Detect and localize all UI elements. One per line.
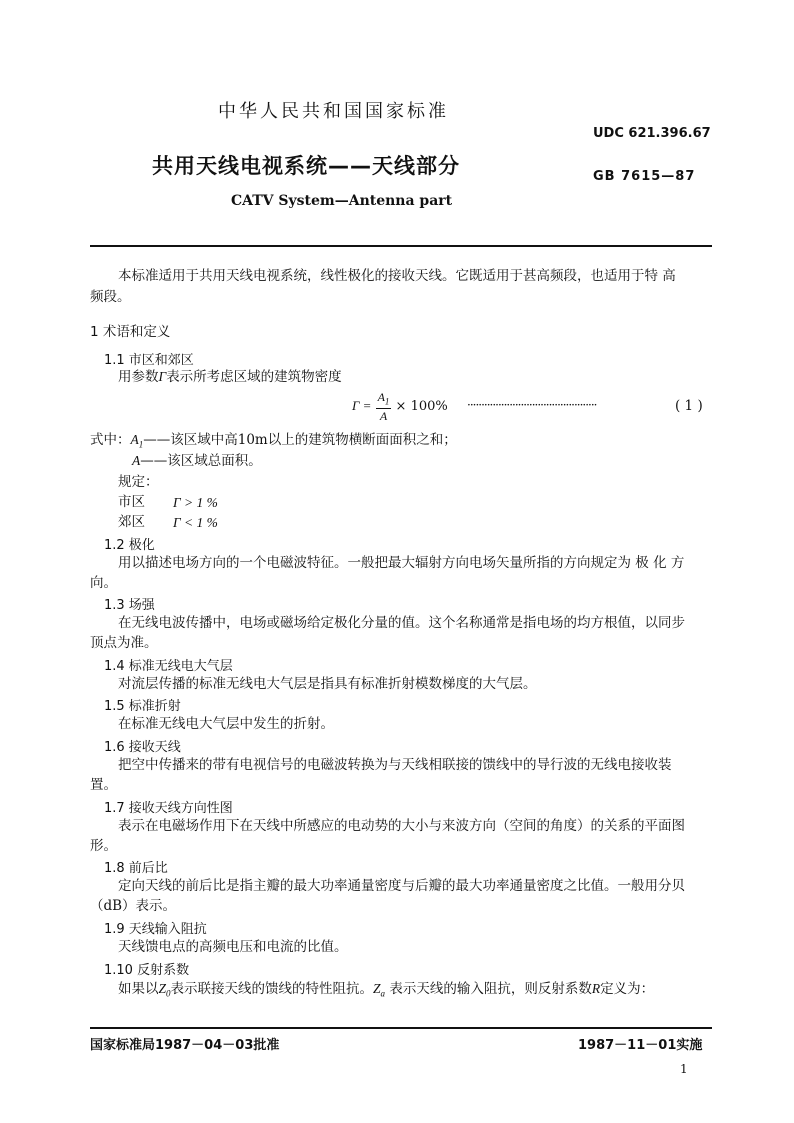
where-description: ——该区域中高10m以上的建筑物横断面面积之和；: [143, 432, 457, 448]
section-1-3-line-1: 在无线电波传播中，电场或磁场给定极化分量的值。这个名称通常是指电场的均方根值，以同步: [118, 615, 685, 631]
section-1-4-heading: 1.4 标准无线电大气层: [104, 659, 233, 674]
section-1-7-heading: 1.7 接收天线方向性图: [104, 801, 233, 816]
rule-label: 规定：: [118, 474, 159, 490]
formula-equation-number: ( 1 ): [675, 398, 703, 414]
section-1-7-line-2: 形。: [90, 838, 117, 854]
section-1-6-line-2: 置。: [90, 777, 117, 793]
formula-leader-dots: ··············································: [467, 398, 597, 412]
section-1-3-heading: 1.3 场强: [104, 598, 155, 613]
section-1-3-line-2: 顶点为准。: [90, 635, 158, 651]
header-rule: [90, 245, 712, 247]
urban-condition: Γ > 1 %: [173, 495, 218, 510]
where-symbol: $A_1$: [130, 432, 144, 450]
section-1-5-heading: 1.5 标准折射: [104, 699, 181, 714]
urban-label: 市区: [118, 494, 145, 510]
gamma-symbol: Γ: [158, 369, 167, 384]
section-1-1-heading: 1.1 市区和郊区: [104, 353, 194, 368]
approval-date: 国家标准局1987－04－03批准: [90, 1038, 280, 1053]
section-1-5-line-1: 在标准无线电大气层中发生的折射。: [118, 716, 334, 732]
section-1-4-line-1: 对流层传播的标准无线电大气层是指具有标准折射模数梯度的大气层。: [118, 676, 537, 692]
formula-fraction: [376, 390, 392, 423]
where-label: 式中：: [90, 432, 131, 448]
section-1-7-line-1: 表示在电磁场作用下在天线中所感应的电动势的大小与来波方向（空间的角度）的关系的平面图: [118, 818, 685, 834]
section-1-8-line-1: 定向天线的前后比是指主瓣的最大功率通量密度与后瓣的最大功率通量密度之比值。一般用分贝: [118, 878, 685, 894]
where-line-2: [132, 450, 262, 472]
section-1-8-heading: 1.8 前后比: [104, 861, 168, 876]
section-1-10-heading: 1.10 反射系数: [104, 963, 190, 978]
page-number: 1: [680, 1062, 688, 1076]
section-1-9-heading: 1.9 天线输入阻抗: [104, 922, 207, 937]
density-formula: [352, 390, 448, 423]
udc-code: UDC 621.396.67: [593, 126, 711, 141]
suburb-label: 郊区: [118, 514, 145, 530]
text-segment: 用参数: [118, 369, 159, 385]
where-description: ——该区域总面积。: [140, 453, 262, 469]
national-standard-heading: 中华人民共和国国家标准: [218, 101, 449, 122]
r-symbol: R: [591, 981, 601, 996]
formula-lhs: Γ =: [352, 398, 372, 414]
formula-numerator: $A_1$: [376, 390, 392, 409]
intro-line-2: 频段。: [90, 289, 131, 305]
section-1-2-line-2: 向。: [90, 575, 117, 591]
document-title: 共用天线电视系统——天线部分: [152, 154, 460, 178]
section-1-10-line-1: 如果以$Z_0$表示联接天线的馈线的特性阻抗。$Z_a$ 表示天线的输入阻抗，则反射系数R定义为：: [118, 981, 655, 999]
text-segment: 表示所考虑区域的建筑物密度: [166, 369, 342, 385]
formula-rhs: × 100%: [395, 399, 448, 415]
effective-date: 1987－11－01实施: [578, 1038, 703, 1053]
document-title-english: CATV System—Antenna part: [231, 193, 453, 209]
footer-rule: [90, 1027, 712, 1029]
where-symbol: A: [132, 453, 141, 468]
section-1-1-text: [118, 366, 342, 388]
suburb-condition: Γ < 1 %: [173, 515, 218, 530]
intro-line-1: 本标准适用于共用天线电视系统，线性极化的接收天线。它既适用于甚高频段，也适用于特 高: [118, 268, 676, 284]
formula-denominator: A: [379, 409, 388, 424]
section-1-8-line-2: （dB）表示。: [90, 898, 177, 914]
section-1-6-line-1: 把空中传播来的带有电视信号的电磁波转换为与天线相联接的馈线中的导行波的无线电接收装: [118, 757, 672, 773]
za-symbol: $Z_a$: [373, 981, 386, 999]
section-1-2-line-1: 用以描述电场方向的一个电磁波特征。一般把最大辐射方向电场矢量所指的方向规定为 极 化 方: [118, 555, 685, 571]
section-1-9-line-1: 天线馈电点的高频电压和电流的比值。: [118, 939, 348, 955]
section-1-6-heading: 1.6 接收天线: [104, 740, 181, 755]
section-1-2-heading: 1.2 极化: [104, 538, 155, 553]
section-1-heading: 1 术语和定义: [90, 324, 171, 340]
gb-number: GB 7615—87: [593, 169, 696, 184]
z0-symbol: $Z_0$: [158, 981, 171, 999]
